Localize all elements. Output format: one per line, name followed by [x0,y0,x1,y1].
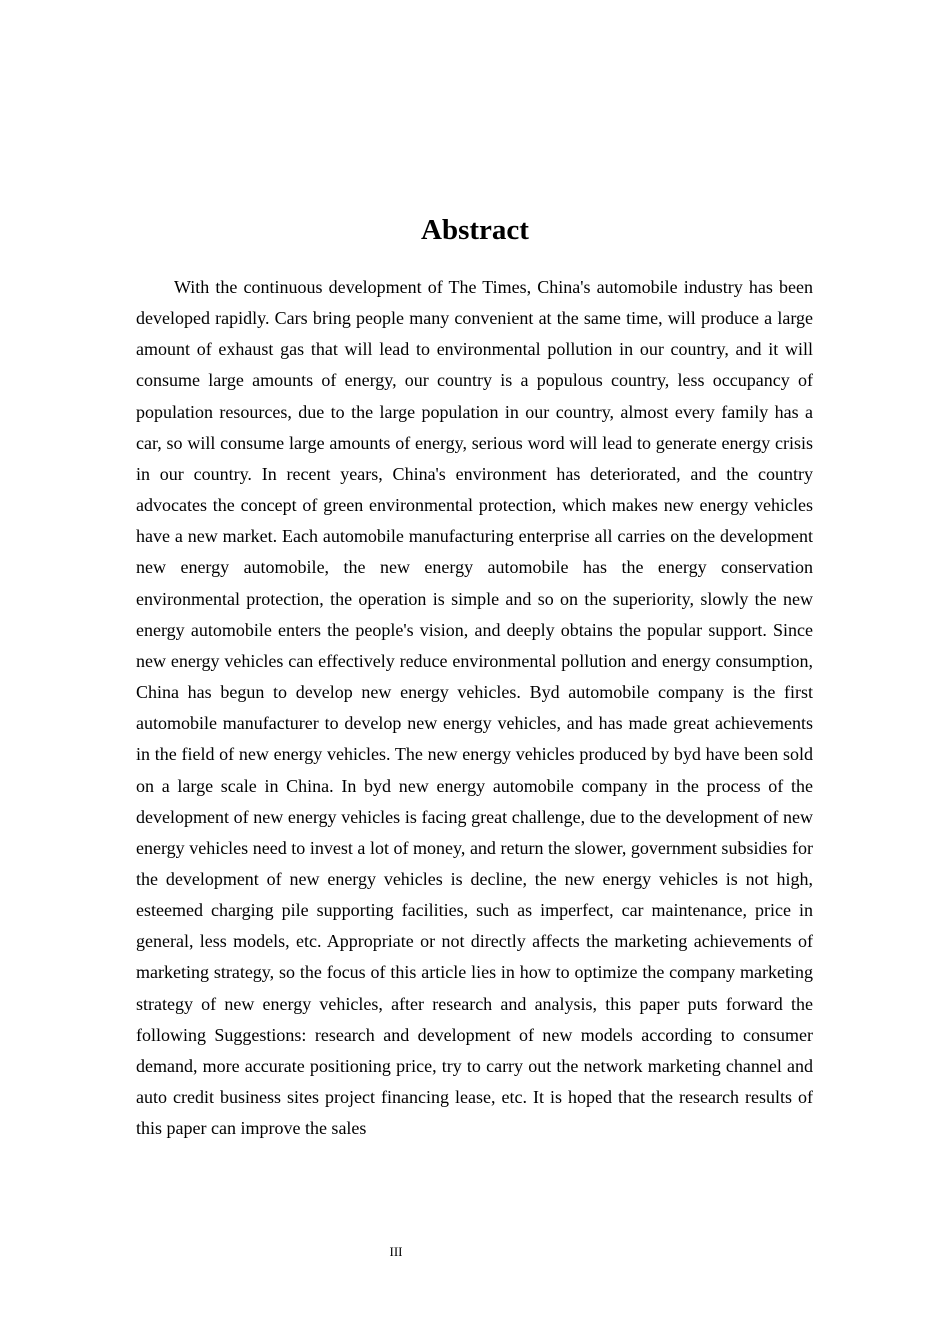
abstract-title: Abstract [421,214,529,246]
page-number: III [389,1244,403,1259]
abstract-paragraph: With the continuous development of The Times, China's automobile industry has been developed rapidly. Cars bring people many convenient at the same time, will produce a large amount of exhaust gas that will lead to environmental pollution in our country, and it will consume large amounts of energy, our country is a populous country, less occupancy of population resources, due to the large population in our country, almost every family has a car, so will consume large amounts of energy, serious word will lead to generate energy crisis in our country. In recent years, China's environment has deteriorated, and the country advocates the concept of green environmental protection, which makes new energy vehicles have a new market. Each automobile manufacturing enterprise all carries on the development new energy automobile, the new energy automobile has the energy conservation environmental protection, the operation is simple and so on the superiority, slowly the new energy automobile enters the people's vision, and deeply obtains the popular support. Since new energy vehicles can effectively reduce environmental pollution and energy consumption, China has begun to develop new energy vehicles. Byd automobile company is the first automobile manufacturer to develop new energy vehicles, and has made great achievements in the field of new energy vehicles. The new energy vehicles produced by byd have been sold on a large scale in China. In byd new energy automobile company in the process of the development of new energy vehicles is facing great challenge, due to the development of new energy vehicles need to invest a lot of money, and return the slower, government subsidies for the development of new energy vehicles is decline, the new energy vehicles is not high, esteemed charging pile supporting facilities, such as imperfect, car maintenance, price in general, less models, etc. Appropriate or not directly affects the marketing achievements of marketing strategy, so the focus of this article lies in how to optimize the company marketing strategy of new energy vehicles, after research and analysis, this paper puts forward the following Suggestions: research and development of new models according to consumer demand, more accurate positioning price, try to carry out the network marketing channel and auto credit business sites project financing lease, etc. It is hoped that the research results of this paper can improve the sales [136,277,813,1139]
